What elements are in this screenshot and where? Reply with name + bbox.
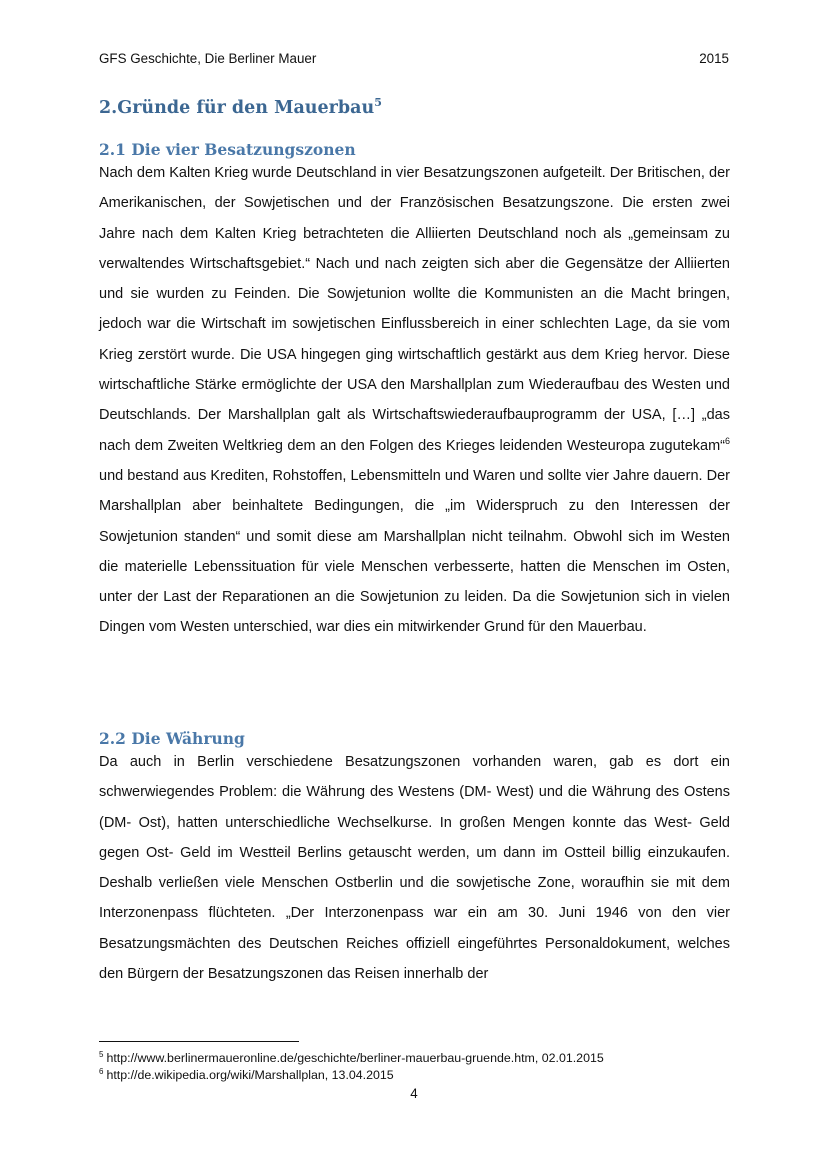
paragraph-besatzungszonen-text-1: Nach dem Kalten Krieg wurde Deutschland in vier Besatzungszonen aufgeteilt. Der Britischen, der Amerikanischen, der Sowjetischen und der Französischen Besatzungszone. Die ersten zwei Jahre nach dem Kalten Krieg betrachteten die Alliierten Deutschland noch als „gemeinsam zu verwaltendes Wirtschaftsgebiet.“ Nach und nach zeigten sich aber die Gegensätze der Alliierten und sie wurden zu Feinden. Die Sowjetunion wollte die Kommunisten an die Macht bringen, jedoch war die Wirtschaft im sowjetischen Einflussbereich in einer schlechten Lage, da sie vom Krieg zerstört wurde. Die USA hingegen ging wirtschaftlich gestärkt aus dem Krieg hervor. Diese wirtschaftliche Stärke ermöglichte der USA den Marshallplan zum Wiederaufbau des Westen und Deutschlands. Der Marshallplan galt als Wirtschaftswiederaufbauprogramm der USA, […] „das nach dem Zweiten Weltkrieg dem an den Folgen des Krieges leidenden Westeuropa zugutekam“: [99, 165, 730, 454]
footnote-6-number: 6: [99, 1067, 104, 1076]
footnote-5-link[interactable]: http://www.berlinermaueronline.de/geschichte/berliner-mauerbau-gruende.htm, 02.01.2015: [106, 1051, 604, 1065]
footnote-separator: [99, 1041, 299, 1042]
paragraph-waehrung: Da auch in Berlin verschiedene Besatzungszonen vorhanden waren, gab es dort ein schwerwiegendes Problem: die Währung des Westens (DM- West) und die Währung des Ostens (DM- Ost), hatten unterschiedliche Wechselkurse. In großen Mengen konnte das West- Geld gegen Ost- Geld im Westteil Berlins getauscht werden, um dann im Ostteil billig einzukaufen. Deshalb verließen viele Menschen Ostberlin und die sowjetische Zone, woraufhin sie mit dem Interzonenpass flüchteten. „Der Interzonenpass war ein am 30. Juni 1946 von den vier Besatzungsmächten des Deutschen Reiches offiziell eingeführtes Personaldokument, welches den Bürgern der Besatzungszonen das Reisen innerhalb der: [99, 754, 730, 983]
subsection-heading-besatzungszonen: 2.1 Die vier Besatzungszonen: [99, 140, 356, 159]
footnote-5-number: 5: [99, 1050, 104, 1059]
subsection-heading-waehrung: 2.2 Die Währung: [99, 729, 245, 748]
section-heading: [99, 98, 382, 118]
footnote-ref-5[interactable]: 5: [374, 96, 382, 110]
page-header: [99, 51, 729, 66]
header-year: 2015: [699, 51, 729, 66]
paragraph-besatzungszonen-text-2: und bestand aus Krediten, Rohstoffen, Lebensmitteln und Waren und sollte vier Jahre dauern. Der Marshallplan aber beinhaltete Bedingungen, die „im Widerspruch zu den Interessen der Sowjetunion standen“ und somit diese am Marshallplan nicht teilnahm. Obwohl sich im Westen die materielle Lebenssituation für viele Menschen verbesserte, hatten die Menschen im Osten, unter der Last der Reparationen an die Sowjetunion zu leiden. Da die Sowjetunion sich in vielen Dingen vom Westen unterschied, war dies ein mitwirkender Grund für den Mauerbau.: [99, 467, 730, 636]
section-heading-text: 2.Gründe für den Mauerbau: [99, 98, 375, 118]
header-title: GFS Geschichte, Die Berliner Mauer: [99, 51, 317, 66]
footnote-5: [99, 1051, 604, 1065]
paragraph-besatzungszonen: [99, 158, 730, 643]
page-number: 4: [410, 1086, 418, 1101]
footnote-ref-6[interactable]: 6: [724, 435, 730, 446]
footnote-6-link[interactable]: http://de.wikipedia.org/wiki/Marshallplan, 13.04.2015: [106, 1068, 394, 1082]
footnote-6: [99, 1068, 394, 1082]
